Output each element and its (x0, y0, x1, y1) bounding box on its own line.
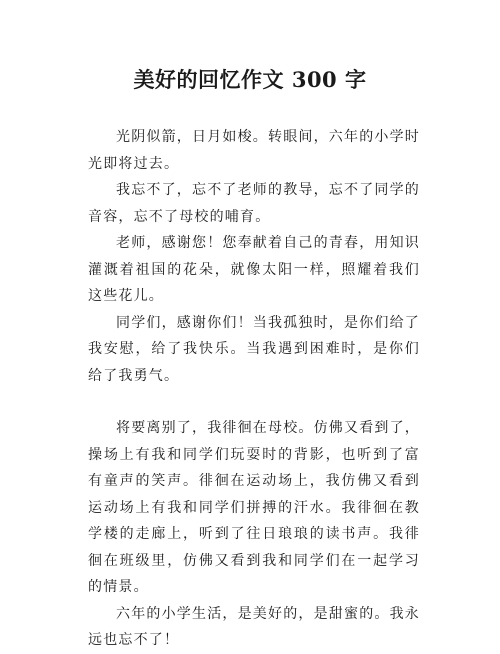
paragraph: 六年的小学生活，是美好的，是甜蜜的。我永远也忘不了！ (88, 605, 420, 648)
paragraph: 我忘不了，忘不了老师的教导，忘不了同学的音容，忘不了母校的哺育。 (88, 182, 420, 225)
paragraph: 光阴似箭，日月如梭。转眼间，六年的小学时光即将过去。 (88, 129, 420, 172)
paragraph: 老师，感谢您！您奉献着自己的青春，用知识灌溉着祖国的花朵，就像太阳一样，照耀着我们这些花儿。 (88, 235, 420, 304)
document-title: 美好的回忆作文 300 字 (133, 67, 367, 92)
document-body (88, 124, 420, 654)
paragraph: 将要离别了，我徘徊在母校。仿佛又看到了，操场上有我和同学们玩耍时的背影，也听到了富有童声的笑声。徘徊在运动场上，我仿佛又看到运动场上有我和同学们拼搏的汗水。我徘徊在教学楼的走廊上，听到了往日琅琅的读书声。我徘徊在班级里，仿佛又看到我和同学们在一起学习的情景。 (88, 420, 420, 595)
paragraph: 同学们，感谢你们！当我孤独时，是你们给了我安慰，给了我快乐。当我遇到困难时，是你们给了我勇气。 (88, 314, 420, 384)
